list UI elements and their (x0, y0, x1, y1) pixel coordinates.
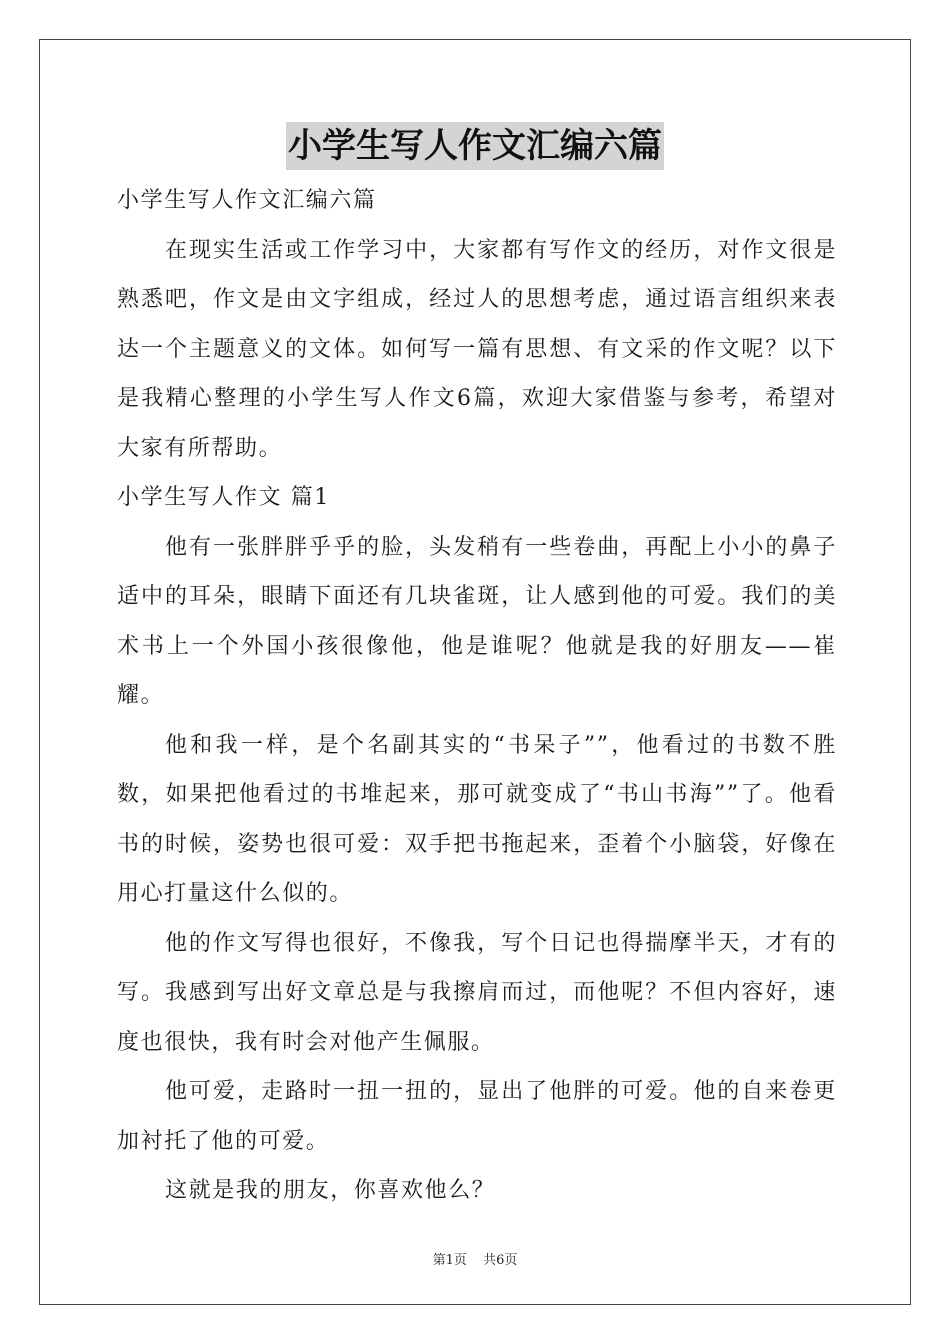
page-number: 第1页 (432, 1253, 467, 1268)
section-heading: 小学生写人作文 篇1 (117, 485, 330, 510)
body-paragraph: 他有一张胖胖乎乎的脸，头发稍有一些卷曲，再配上小小的鼻子适中的耳朵，眼睛下面还有几块雀斑，让人感到他的可爱。我们的美术书上一个外国小孩很像他，他是谁呢？他就是我的好朋友——崔耀。 (117, 534, 837, 708)
page-footer (0, 1249, 950, 1268)
body-paragraph: 他可爱，走路时一扭一扭的，显出了他胖的可爱。他的自来卷更加衬托了他的可爱。 (117, 1079, 837, 1154)
body-paragraph: 他和我一样，是个名副其实的“书呆子””，他看过的书数不胜数，如果把他看过的书堆起来，那可就变成了“书山书海””了。他看书的时候，姿势也很可爱：双手把书拖起来，歪着个小脑袋，好像在用心打量这什么似的。 (117, 732, 837, 906)
title-container (0, 122, 950, 170)
intro-paragraph: 在现实生活或工作学习中，大家都有写作文的经历，对作文很是熟悉吧，作文是由文字组成，经过人的思想考虑，通过语言组织来表达一个主题意义的文体。如何写一篇有思想、有文采的作文呢？以下是我精心整理的小学生写人作文6篇，欢迎大家借鉴与参考，希望对大家有所帮助。 (117, 237, 837, 461)
body-paragraph: 他的作文写得也很好，不像我，写个日记也得揣摩半天，才有的写。我感到写出好文章总是与我擦肩而过，而他呢？不但内容好，速度也很快，我有时会对他产生佩服。 (117, 930, 837, 1055)
document-body (117, 176, 837, 1216)
subtitle-paragraph: 小学生写人作文汇编六篇 (117, 188, 377, 213)
document-title: 小学生写人作文汇编六篇 (286, 122, 664, 170)
body-paragraph: 这就是我的朋友，你喜欢他么？ (165, 1178, 496, 1203)
page-total: 共6页 (483, 1253, 518, 1268)
